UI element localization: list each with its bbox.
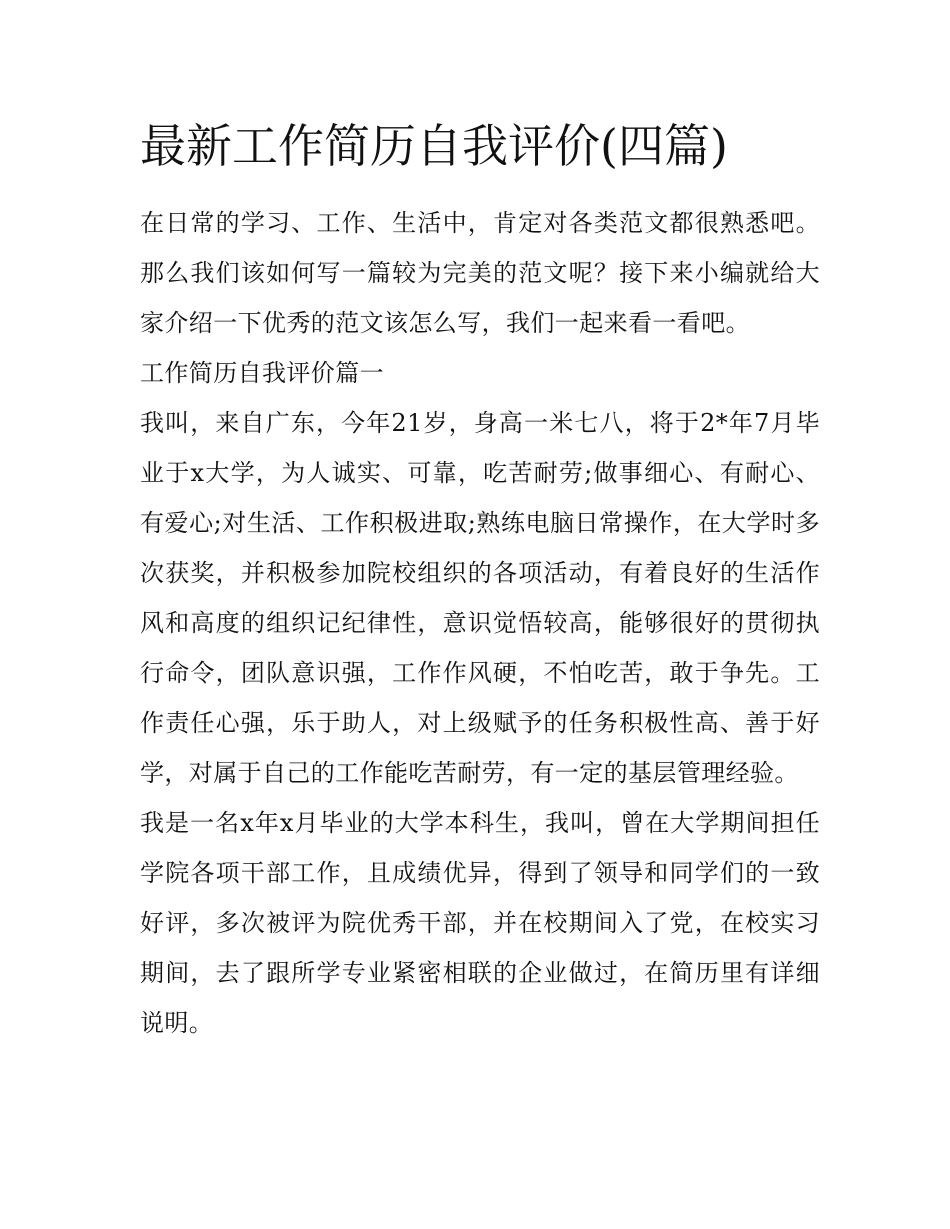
document-body bbox=[140, 198, 820, 1048]
body-paragraph: 我是一名x年x月毕业的大学本科生，我叫，曾在大学期间担任学院各项干部工作，且成绩优异，得到了领导和同学们的一致好评，多次被评为院优秀干部，并在校期间入了党，在校实习期间，去了跟所学专业紧密相联的企业做过，在简历里有详细说明。 bbox=[140, 809, 820, 1037]
section-heading: 工作简历自我评价篇一 bbox=[140, 359, 384, 387]
document-title: 最新工作简历自我评价(四篇) bbox=[140, 119, 728, 173]
body-paragraph: 我叫，来自广东，今年21岁，身高一米七八，将于2*年7月毕业于x大学，为人诚实、可靠，吃苦耐劳;做事细心、有耐心、有爱心;对生活、工作积极进取;熟练电脑日常操作，在大学时多次获奖，并积极参加院校组织的各项活动，有着良好的生活作风和高度的组织记纪律性，意识觉悟较高，能够很好的贯彻执行命令，团队意识强，工作作风硬，不怕吃苦，敢于争先。工作责任心强，乐于助人，对上级赋予的任务积极性高、善于好学，对属于自己的工作能吃苦耐劳，有一定的基层管理经验。 bbox=[140, 409, 820, 787]
intro-paragraph: 在日常的学习、工作、生活中，肯定对各类范文都很熟悉吧。那么我们该如何写一篇较为完美的范文呢？接下来小编就给大家介绍一下优秀的范文该怎么写，我们一起来看一看吧。 bbox=[140, 209, 820, 337]
